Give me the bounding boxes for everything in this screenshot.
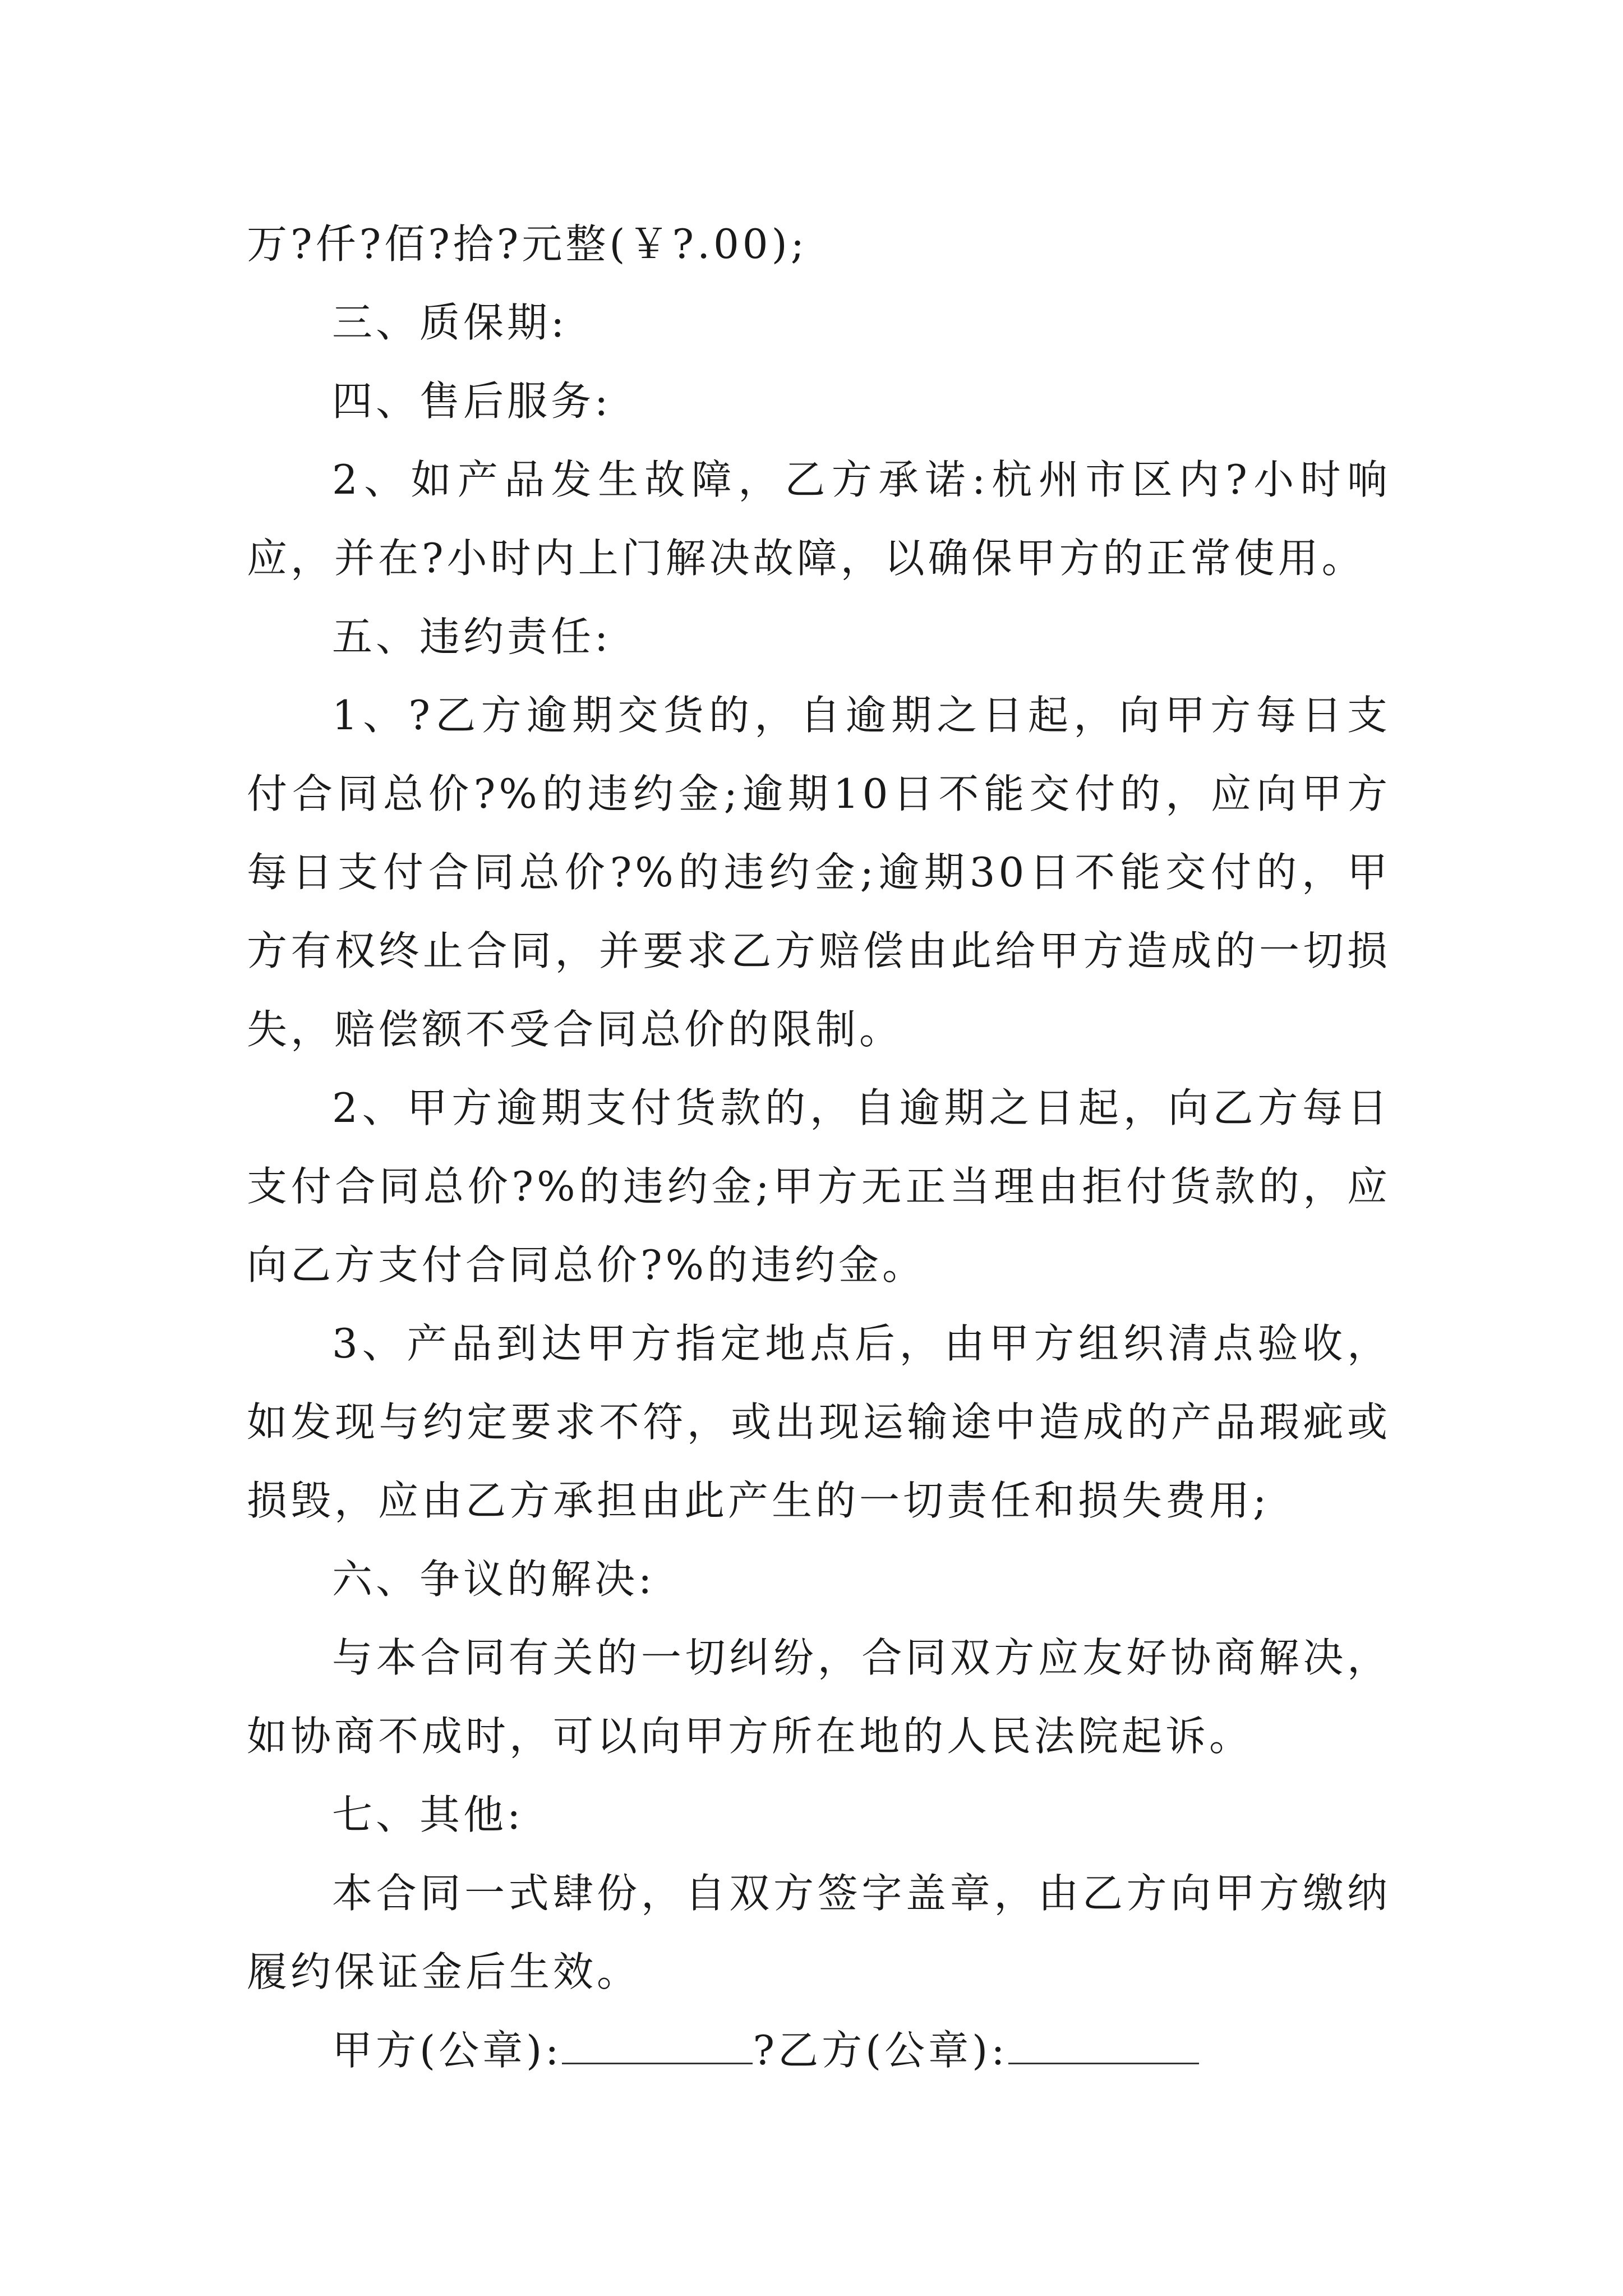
section-heading-dispute: 六、争议的解决:	[332, 1556, 656, 1603]
liability-clause-2: 2、甲方逾期支付货款的，自逾期之日起，向乙方每日支付合同总价?%的违约金;甲方无正当理由拒付货款的，应向乙方支付合同总价?%的违约金。	[247, 1084, 1391, 1289]
signature-line	[247, 2011, 1391, 2090]
after-sales-clause-2: 2、如产品发生故障，乙方承诺:杭州市区内?小时响应，并在?小时内上门解决故障，以确保甲方的正常使用。	[247, 456, 1391, 582]
liability-clause-3: 3、产品到达甲方指定地点后，由甲方组织清点验收，如发现与约定要求不符，或出现运输途中造成的产品瑕疵或损毁，应由乙方承担由此产生的一切责任和损失费用;	[247, 1320, 1391, 1524]
contract-body	[247, 205, 1391, 2090]
party-a-signature-blank	[562, 2029, 753, 2064]
party-a-label: 甲方(公章):	[332, 2027, 562, 2074]
liability-clause-1: 1、?乙方逾期交货的，自逾期之日起，向甲方每日支付合同总价?%的违约金;逾期10日不能交付的，应向甲方每日支付合同总价?%的违约金;逾期30日不能交付的，甲方有权终止合同，并要求乙方赔偿由此给甲方造成的一切损失，赔偿额不受合同总价的限制。	[247, 692, 1391, 1053]
party-b-label: 乙方(公章):	[778, 2027, 1008, 2074]
section-heading-liability: 五、违约责任:	[332, 613, 612, 660]
section-heading-other: 七、其他:	[332, 1791, 524, 1838]
section-heading-after-sales: 四、售后服务:	[332, 378, 612, 425]
other-clause: 本合同一式肆份，自双方签字盖章，由乙方向甲方缴纳履约保证金后生效。	[247, 1870, 1391, 1995]
price-amount-line: 万?仟?佰?拾?元整(￥?.00);	[247, 220, 808, 268]
dispute-clause: 与本合同有关的一切纠纷，合同双方应友好协商解决，如协商不成时，可以向甲方所在地的人民法院起诉。	[247, 1634, 1391, 1760]
section-heading-warranty: 三、质保期:	[332, 299, 568, 346]
party-b-signature-blank	[1008, 2029, 1199, 2064]
signature-separator: ?	[753, 2027, 778, 2074]
